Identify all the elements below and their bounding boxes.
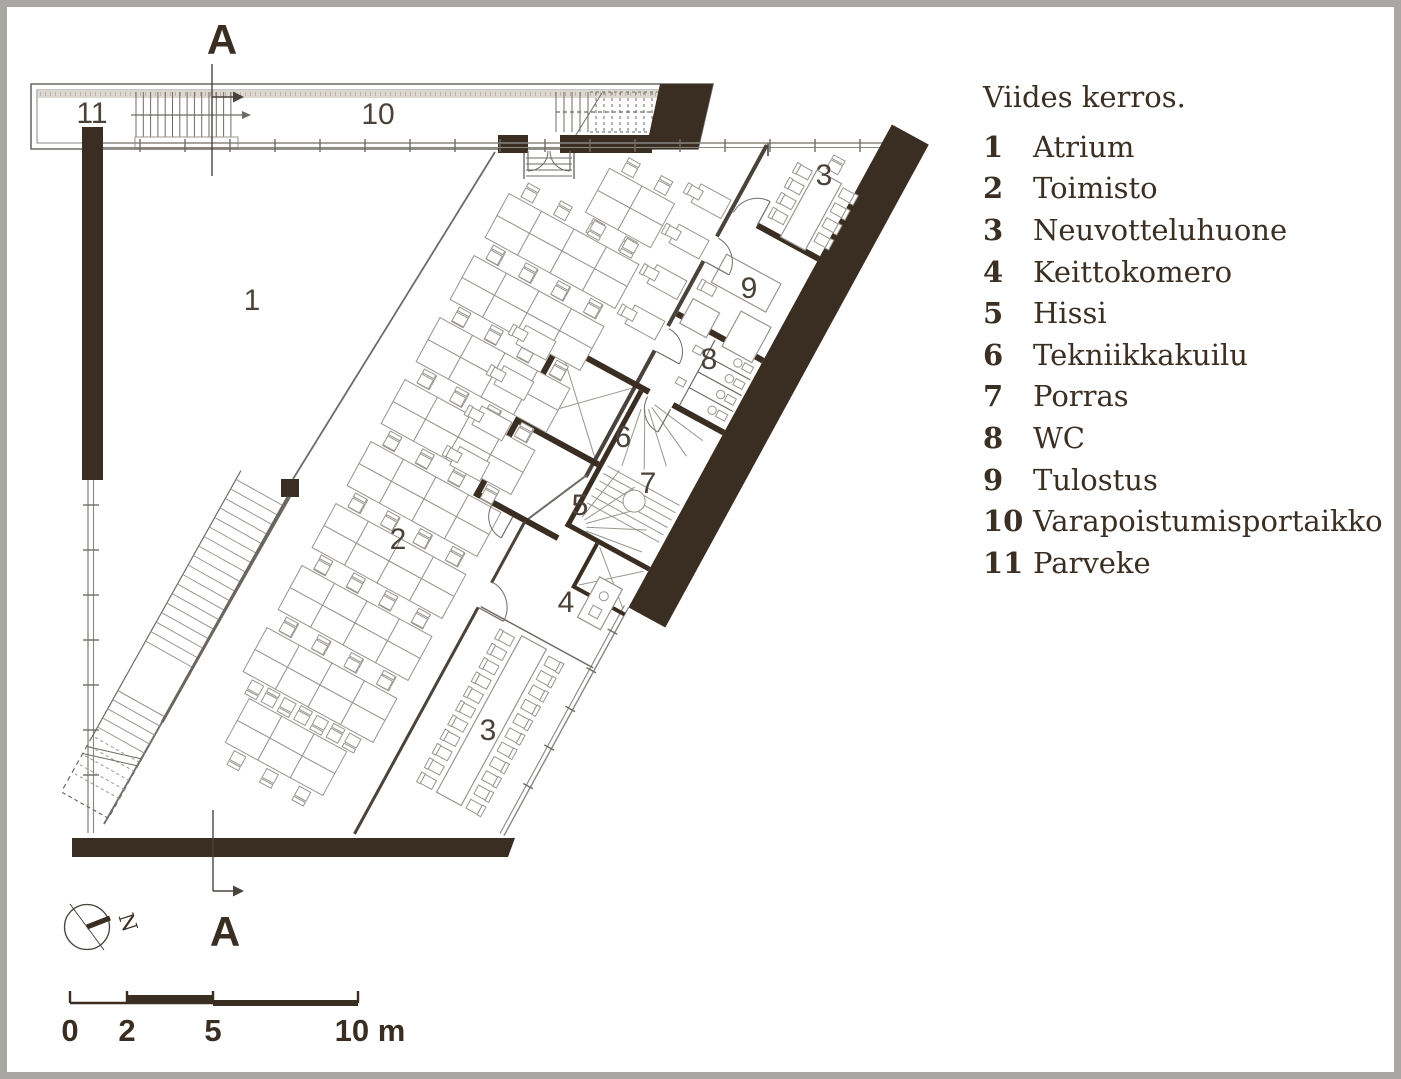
legend-label: Keittokomero [1033,254,1233,289]
room-label-r9: 9 [740,272,758,305]
room-label-r10: 10 [361,98,395,131]
legend-item-6 [983,334,1383,376]
room-label-r6: 6 [614,421,632,454]
legend-label: Porras [1033,379,1129,414]
legend-item-10 [983,500,1383,542]
room-label-r8: 8 [700,343,718,376]
legend-num: 3 [983,212,1004,247]
room-label-r1: 1 [243,284,261,317]
legend-item-9 [983,459,1383,501]
room-label-r3_top: 3 [815,159,833,192]
room-label-r2: 2 [389,523,407,556]
section-marker-top: A [206,16,238,63]
legend-num: 5 [983,296,1004,331]
scale-tick-label: 2 [118,1013,136,1048]
legend-num: 8 [983,420,1004,455]
legend-item-11 [983,542,1383,584]
legend-item-4 [983,251,1383,293]
legend-title: Viides kerros. [983,80,1186,114]
legend-num: 10 [983,504,1024,539]
legend [983,80,1383,584]
legend-num: 1 [983,129,1004,164]
legend-item-5 [983,292,1383,334]
legend-num: 2 [983,171,1004,206]
room-label-r7: 7 [639,467,657,500]
legend-label: Neuvotteluhuone [1033,212,1288,247]
legend-label: Toimisto [1033,171,1158,206]
legend-num: 7 [983,379,1004,414]
legend-label: WC [1033,420,1085,455]
room-label-r4: 4 [557,586,575,619]
scale-tick-label: 0 [61,1013,79,1048]
legend-num: 9 [983,462,1004,497]
legend-label: Varapoistumisportaikko [1033,504,1383,539]
legend-num: 6 [983,337,1004,372]
scale-tick-label: 5 [204,1013,222,1048]
room-label-r5: 5 [571,489,589,522]
legend-item-8 [983,417,1383,459]
legend-label: Tulostus [1033,462,1158,497]
room-label-r11: 11 [76,97,108,130]
legend-num: 11 [983,545,1024,580]
legend-item-3 [983,209,1383,251]
legend-label: Tekniikkakuilu [1033,337,1248,372]
legend-label: Hissi [1033,296,1107,331]
scale-tick-label: 10 m [334,1013,406,1048]
legend-item-2 [983,168,1383,210]
section-marker-bottom: A [209,908,241,955]
compass-north-label: N [113,909,143,935]
legend-label: Parveke [1033,545,1151,580]
legend-item-7 [983,376,1383,418]
legend-label: Atrium [1033,129,1135,164]
room-label-r3_bottom: 3 [479,714,497,747]
legend-item-1 [983,126,1383,168]
legend-num: 4 [983,254,1004,289]
